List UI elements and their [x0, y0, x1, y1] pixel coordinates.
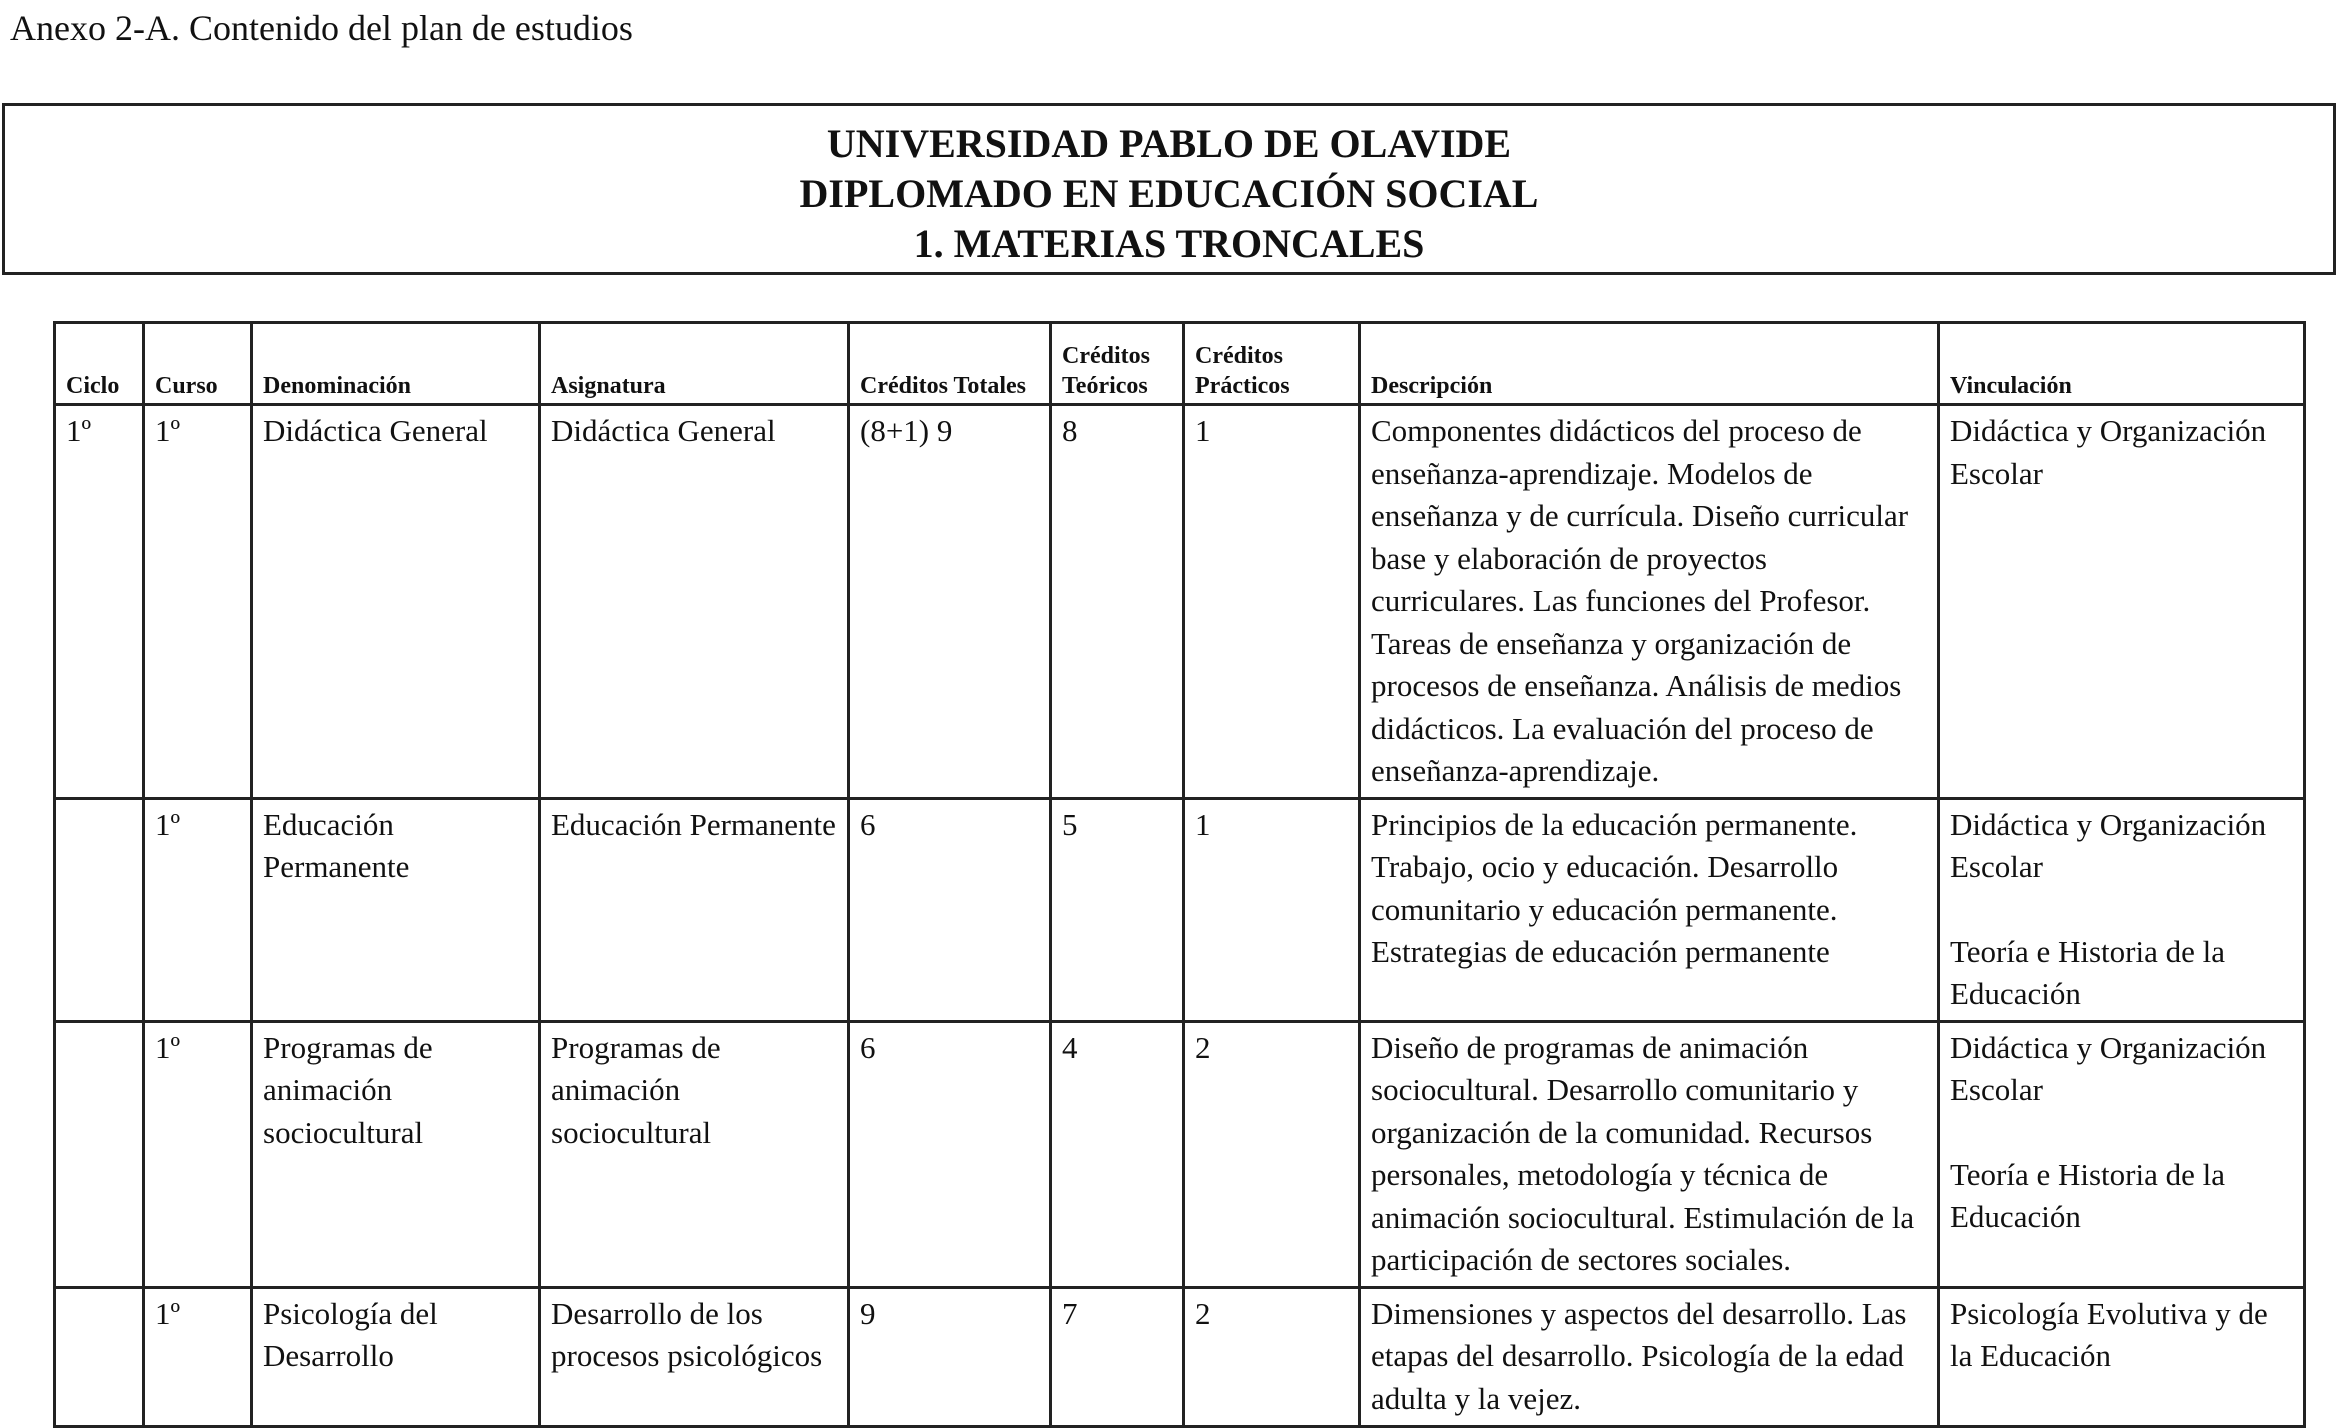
cell-denominacion: Psicología del Desarrollo — [252, 1287, 540, 1426]
column-header-creditos-teoricos: Créditos Teóricos — [1051, 323, 1184, 405]
cell-vinculacion — [1939, 405, 2305, 799]
university-name: UNIVERSIDAD PABLO DE OLAVIDE — [826, 121, 1512, 166]
degree-name: DIPLOMADO EN EDUCACIÓN SOCIAL — [799, 171, 1539, 216]
cell-curso: 1º — [144, 798, 252, 1021]
table-row — [55, 1287, 2305, 1426]
cell-curso: 1º — [144, 1287, 252, 1426]
cell-ciclo: 1º — [55, 405, 144, 799]
cell-descripcion: Componentes didácticos del proceso de enseñanza-aprendizaje. Modelos de enseñanza y de currícula. Diseño curricular base y elaboración de proyectos curriculares. Las funciones del Profesor. Tareas de enseñanza y organización de procesos de enseñanza. Análisis de medios didácticos. La evaluación del proceso de enseñanza-aprendizaje. — [1360, 405, 1939, 799]
cell-descripcion: Dimensiones y aspectos del desarrollo. Las etapas del desarrollo. Psicología de la edad adulta y la vejez. — [1360, 1287, 1939, 1426]
cell-creditos-practicos: 2 — [1184, 1021, 1360, 1287]
table-header-row — [55, 323, 2305, 405]
annex-title: Anexo 2-A. Contenido del plan de estudios — [10, 8, 633, 48]
cell-denominacion: Didáctica General — [252, 405, 540, 799]
cell-creditos-totales: 9 — [849, 1287, 1051, 1426]
column-header-curso: Curso — [144, 323, 252, 405]
cell-descripcion: Principios de la educación permanente. Trabajo, ocio y educación. Desarrollo comunitario y educación permanente. Estrategias de educación permanente — [1360, 798, 1939, 1021]
cell-ciclo — [55, 1287, 144, 1426]
cell-vinculacion — [1939, 1021, 2305, 1287]
cell-curso: 1º — [144, 405, 252, 799]
cell-creditos-teoricos: 8 — [1051, 405, 1184, 799]
cell-asignatura: Educación Permanente — [540, 798, 849, 1021]
vinculacion-area: Psicología Evolutiva y de la Educación — [1950, 1295, 2268, 1373]
cell-denominacion: Programas de animación sociocultural — [252, 1021, 540, 1287]
vinculacion-area: Didáctica y Organización Escolar — [1950, 1029, 2267, 1107]
curriculum-table — [53, 321, 2306, 1428]
cell-creditos-practicos: 1 — [1184, 798, 1360, 1021]
cell-curso: 1º — [144, 1021, 252, 1287]
cell-creditos-totales: 6 — [849, 1021, 1051, 1287]
cell-ciclo — [55, 798, 144, 1021]
cell-asignatura: Desarrollo de los procesos psicológicos — [540, 1287, 849, 1426]
vinculacion-area: Didáctica y Organización Escolar — [1950, 806, 2267, 884]
column-header-vinculacion: Vinculación — [1939, 323, 2305, 405]
table-row — [55, 798, 2305, 1021]
column-header-creditos-practicos: Créditos Prácticos — [1184, 323, 1360, 405]
cell-creditos-practicos: 1 — [1184, 405, 1360, 799]
table-row — [55, 1021, 2305, 1287]
cell-asignatura: Didáctica General — [540, 405, 849, 799]
vinculacion-area: Teoría e Historia de la Educación — [1950, 933, 2225, 1011]
column-header-ciclo: Ciclo — [55, 323, 144, 405]
vinculacion-spacer — [1950, 1112, 2293, 1154]
cell-creditos-teoricos: 4 — [1051, 1021, 1184, 1287]
cell-asignatura: Programas de animación sociocultural — [540, 1021, 849, 1287]
document-header — [2, 103, 2336, 275]
cell-creditos-totales: 6 — [849, 798, 1051, 1021]
vinculacion-area: Teoría e Historia de la Educación — [1950, 1156, 2225, 1234]
vinculacion-spacer — [1950, 889, 2293, 931]
column-header-descripcion: Descripción — [1360, 323, 1939, 405]
column-header-asignatura: Asignatura — [540, 323, 849, 405]
cell-descripcion: Diseño de programas de animación sociocultural. Desarrollo comunitario y organización de la comunidad. Recursos personales, metodología y técnica de animación sociocultural. Estimulación de la participación de sectores sociales. — [1360, 1021, 1939, 1287]
column-header-creditos-totales: Créditos Totales — [849, 323, 1051, 405]
cell-denominacion: Educación Permanente — [252, 798, 540, 1021]
cell-vinculacion — [1939, 798, 2305, 1021]
cell-creditos-practicos: 2 — [1184, 1287, 1360, 1426]
cell-creditos-totales: (8+1) 9 — [849, 405, 1051, 799]
vinculacion-area: Didáctica y Organización Escolar — [1950, 413, 2267, 491]
column-header-denominacion: Denominación — [252, 323, 540, 405]
cell-creditos-teoricos: 5 — [1051, 798, 1184, 1021]
cell-creditos-teoricos: 7 — [1051, 1287, 1184, 1426]
cell-vinculacion — [1939, 1287, 2305, 1426]
section-title: 1. MATERIAS TRONCALES — [913, 221, 1425, 266]
table-row — [55, 405, 2305, 799]
cell-ciclo — [55, 1021, 144, 1287]
